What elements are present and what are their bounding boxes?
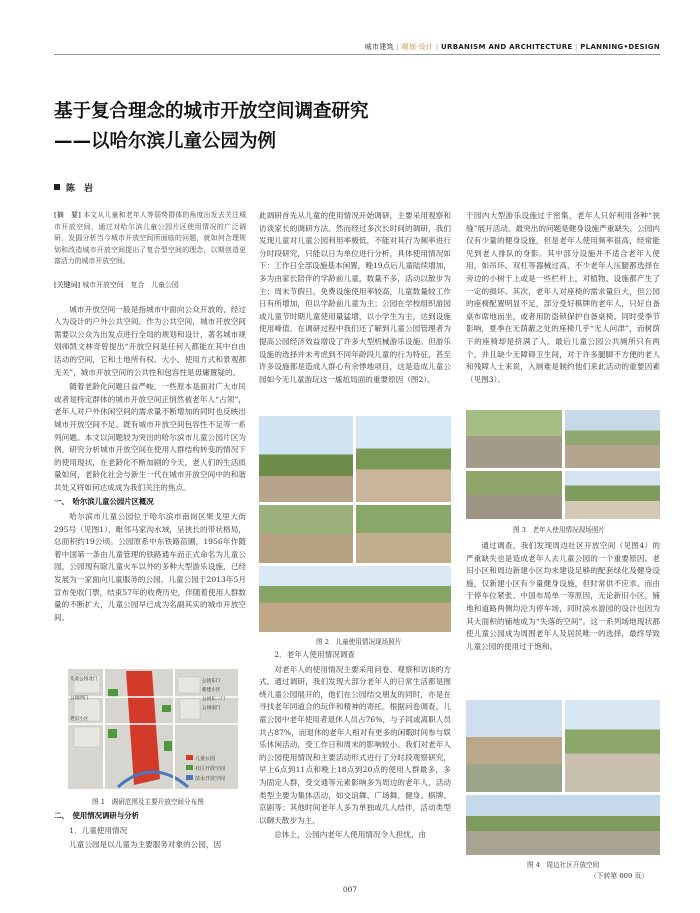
- page-number: 007: [342, 885, 358, 894]
- photo-park-rides: [356, 505, 451, 563]
- keywords-label: [关键词]: [54, 280, 81, 289]
- legend-item: 社区开放空间: [195, 766, 226, 772]
- author-name: 陈 岩: [66, 184, 94, 194]
- section-heading: 一、 哈尔滨儿童公园片区概况: [54, 497, 154, 507]
- running-header: [365, 42, 660, 52]
- header-separator: |: [396, 43, 400, 51]
- paragraph: 随着老龄化问题日益严峻，一些原本是面对广大市民或者是特定群体的城市开放空间正悄然被老年人“占领”，老年人对户外休闲空间的需求量不断增加的同时也反映出城市开放空间不足、既有城市开放空间包容性不足等一系列问题。本文以问题较为突出的哈尔滨市儿童公园片区为例，研究分析城市开放空间在使用人群结构转变的情况下的使用现状，在老龄化不断加剧的今天，老人们的生活质量如何，老龄化社会与新生一代在城市开放空间中的和谐共处又将如何达成成为我们关注的焦点。: [54, 382, 246, 492]
- photo-community-space: [565, 700, 660, 792]
- figure-2-caption: 图 2 儿童使用情况现场照片: [316, 638, 402, 646]
- column-2-bottom: [259, 647, 451, 857]
- header-en-urbanism: URBANISM AND ARCHITECTURE: [441, 43, 573, 51]
- map-label: 儿童公园北门: [70, 677, 98, 682]
- author: [54, 181, 93, 194]
- author-bullet: [54, 184, 60, 190]
- figure-1-map: [68, 669, 238, 789]
- paragraph: 对老年人的使用情况主要采用问卷、观察和访谈的方式。通过调研，我们发现大部分老年人的日常生活都是围绕儿童公园展开的，他们在公园结交朋友的同时，亦是在寻找老年同道合的玩伴和精神的寄托。根据问卷调查，儿童公园中老年使用者退休人员占76%，与子同或离职人员共占87%，而退休的老年人相对有更多的闲暇时间参与娱乐休闲活动，受工作日和周末的影响较小。我们对老年人的公园使用情况和主要活动形式进行了分时段观察研究，早上6点到11点和晚上18点到20点的使用人群最多，多为固定人群，受交通等元素影响多为周边的老年人，活动类型主要为集体活动，如交谊舞、广场舞、健身、棋牌、京剧等；其他时间老年人多为单独或几人结伴，活动类型以聊天散步为主。: [259, 664, 451, 825]
- paragraph: 通过调查，我们发现周边社区开放空间（见图4）的严重缺失也是造成老年人去儿童公园的一个重要原因。老旧小区和周边新建小区均未建设足够的配套绿化及健身设施，仅新建小区有少量健身设施，但时常供不应求。而由于停车位紧张、中国布局单一等原因，无论新旧小区，铺地和道路两侧均沦为停车场，同时滨水游园的设计也因为其大面积的铺地成为“失落的空间”。这一系列场地现状都使儿童公园成为周围老年人及居民唯一的选择，最终导致儿童公园的使用过于饱和。: [466, 541, 660, 651]
- map-labels-right: [202, 677, 225, 713]
- community-space: [108, 729, 117, 738]
- header-topic: 规划·设计: [401, 43, 434, 51]
- section-heading: 二、 使用情况调研与分析: [54, 811, 139, 820]
- figure-4-caption: 图 4 周边社区开放空间: [527, 861, 600, 869]
- keywords-text: 城市开放空间 复合 儿童公园: [82, 280, 179, 289]
- header-en-planning: PLANNING•DESIGN: [580, 43, 660, 51]
- community-space: [164, 741, 172, 751]
- column-1-bottom: [54, 808, 246, 858]
- header-cn: 城市建筑: [364, 43, 394, 51]
- keywords: [54, 280, 246, 292]
- map-label: 新建小区: [202, 688, 221, 693]
- map-label: 公园东门: [202, 679, 221, 684]
- photo-ferris-wheel: [259, 416, 353, 502]
- abstract-text: 本文从儿童和老年人等弱势群体的角度出发去关注城市开放空间，通过对哈尔滨儿童公园片区使用情况的广泛调研，发掘分析当今城市开放空间所面临的问题，就如何合理规划和改造城市开放空间提出了复合型空间的理念，以期创造更富活力的城市开放空间。: [54, 211, 246, 266]
- column-3-bottom: [466, 538, 660, 694]
- photo-elderly-activity: [565, 471, 660, 519]
- paragraph: 城市开放空间一般是指城市中面向公众开放的、经过人为设计的户外公共空间。作为公共空间，城市开放空间需要以公众为出发点进行全局的规划和设计，著名城市规划师凯文林奇曾提出“开放空间是任何人都能在其中自由活动的空间，它和土地所有权、大小、使用方式和景观都无关”，城市开放空间的公共性和包容性是毋庸置疑的。: [54, 304, 246, 377]
- header-rule: [54, 54, 660, 55]
- column-1: [54, 210, 246, 650]
- map-labels-left: [70, 675, 98, 724]
- paragraph: 儿童公园是以儿童为主要服务对象的公园，因: [69, 840, 222, 850]
- legend-item: 滨水开放空间: [195, 776, 226, 782]
- figure-1-caption: 图 1 调研范围及主要开放空间分布图: [92, 798, 204, 806]
- abstract-label: [摘 要]: [54, 211, 81, 219]
- subheading: 1．儿童使用情况: [69, 825, 128, 835]
- title-line-1: 基于复合理念的城市开放空间调查研究: [54, 101, 369, 122]
- abstract: [54, 210, 246, 268]
- paragraph: 总体上，公园内老年人使用情况令人担忧，由: [274, 830, 427, 840]
- photo-community-space: [466, 795, 660, 855]
- photo-park-crowd: [259, 566, 451, 632]
- subheading: 2．老年人使用情况调查: [274, 650, 355, 659]
- photo-community-space: [466, 700, 562, 792]
- header-separator: |: [435, 43, 439, 51]
- map-legend: [195, 754, 225, 784]
- paragraph: 此调研首先从儿童的使用情况开始调研，主要采用观察和访谈家长的调研方法。然而经过多次长时间的调研，我们发现儿童对儿童公园利用率极低，不能对其行为频率进行分时段研究，只能以日为单位进行分析，具体使用情况如下：工作日全部设施基本闲置，晚19点后儿童陆续增加，多为由家长陪伴的学龄前儿童，数量不多，活动以散步为主；周末节假日，免费设施使用率较高，儿童数量较工作日有所增加，但以学龄前儿童为主；公园在学校组织游园或儿童节时期儿童使用量猛增，以小学生为主，达到设施使用峰值。在调研过程中我们还了解到儿童公园管理者为提高公园经济效益增设了许多大型机械游乐设施。但游乐设施的选择并未考虑到不同年龄段儿童的行为特征，甚至许多设施都是造成人群心有余悸地项目，这是造成儿童公园如今无儿童游玩这一尴尬局面的重要原因（图2）。: [259, 211, 451, 384]
- figure-3-caption: 图 3 老年人使用情况现场照片: [513, 526, 606, 534]
- community-space: [162, 705, 171, 712]
- article-title: [54, 97, 369, 157]
- map-label: 公园南门: [202, 706, 221, 711]
- header-separator: |: [575, 43, 578, 51]
- map-label: 公园西门: [70, 696, 89, 701]
- paragraph: 于园内大型游乐设施过于密集，老年人只好利用各种“狭缝”展开活动。最突出的问题是健身设施严重缺失，公园内仅有少量的健身设施，但是老年人使用频率很高，经常能见到老人排队的身影。其中部分设施并不适合老年人使用，如吊环、双杠等器械过高，不少老年人压腿都选择在旁边的小树干上或是一些栏杆上，对植物、设施都产生了一定的损坏。其次，老年人对座椅的需求量巨大，但公园的座椅配置明显不足，部分受好棋牌的老年人，只好自备桌布席地而坐，或者用防盗锁保护自备桌椅。同时受季节影响，夏季在无荫蔽之处的座椅几乎“无人问津”，而树荫下的座椅却是挤满了人。最后儿童公园公共厕所只有两个，并且缺少无障碍卫生间，对于许多腿脚不方便的老人和残障人士来说，入厕难是制约他们来此活动的重要因素（见图3）。: [466, 211, 660, 384]
- photo-park-rides: [356, 416, 451, 502]
- map-label: 老旧小区: [70, 717, 89, 722]
- continued-note: （下转第 009 页）: [590, 872, 649, 880]
- paragraph: 哈尔滨市儿童公园位于哈尔滨市南岗区果戈里大街295号（见图1），毗邻马家沟水域，呈狭长的带状格局，总面积约19公顷。公园原系中东铁路苗圃，1956年作随着中国第一条由儿童管理的铁路通车而正式命名为儿童公园，公园现有除儿童火车以外的多种大型游乐设施，已经发展为一家面向儿童服务的公园。儿童公园于2013年5月宣布免收门票，结束57年的收费历史，伴随着使用人群数量的不断扩大，儿童公园早已成为名副其实的城市开放空间。: [54, 512, 246, 622]
- map-label: 公园东二门: [202, 697, 225, 702]
- legend-item: 儿童公园: [195, 756, 216, 762]
- photo-elderly-activity: [565, 410, 660, 468]
- photo-park-rides: [259, 505, 353, 563]
- title-line-2: ——以哈尔滨儿童公园为例: [54, 131, 277, 152]
- column-3: [466, 210, 660, 416]
- photo-elderly-activity: [466, 471, 562, 519]
- column-2: [259, 210, 451, 394]
- community-space: [108, 689, 118, 697]
- photo-elderly-activity: [466, 410, 562, 468]
